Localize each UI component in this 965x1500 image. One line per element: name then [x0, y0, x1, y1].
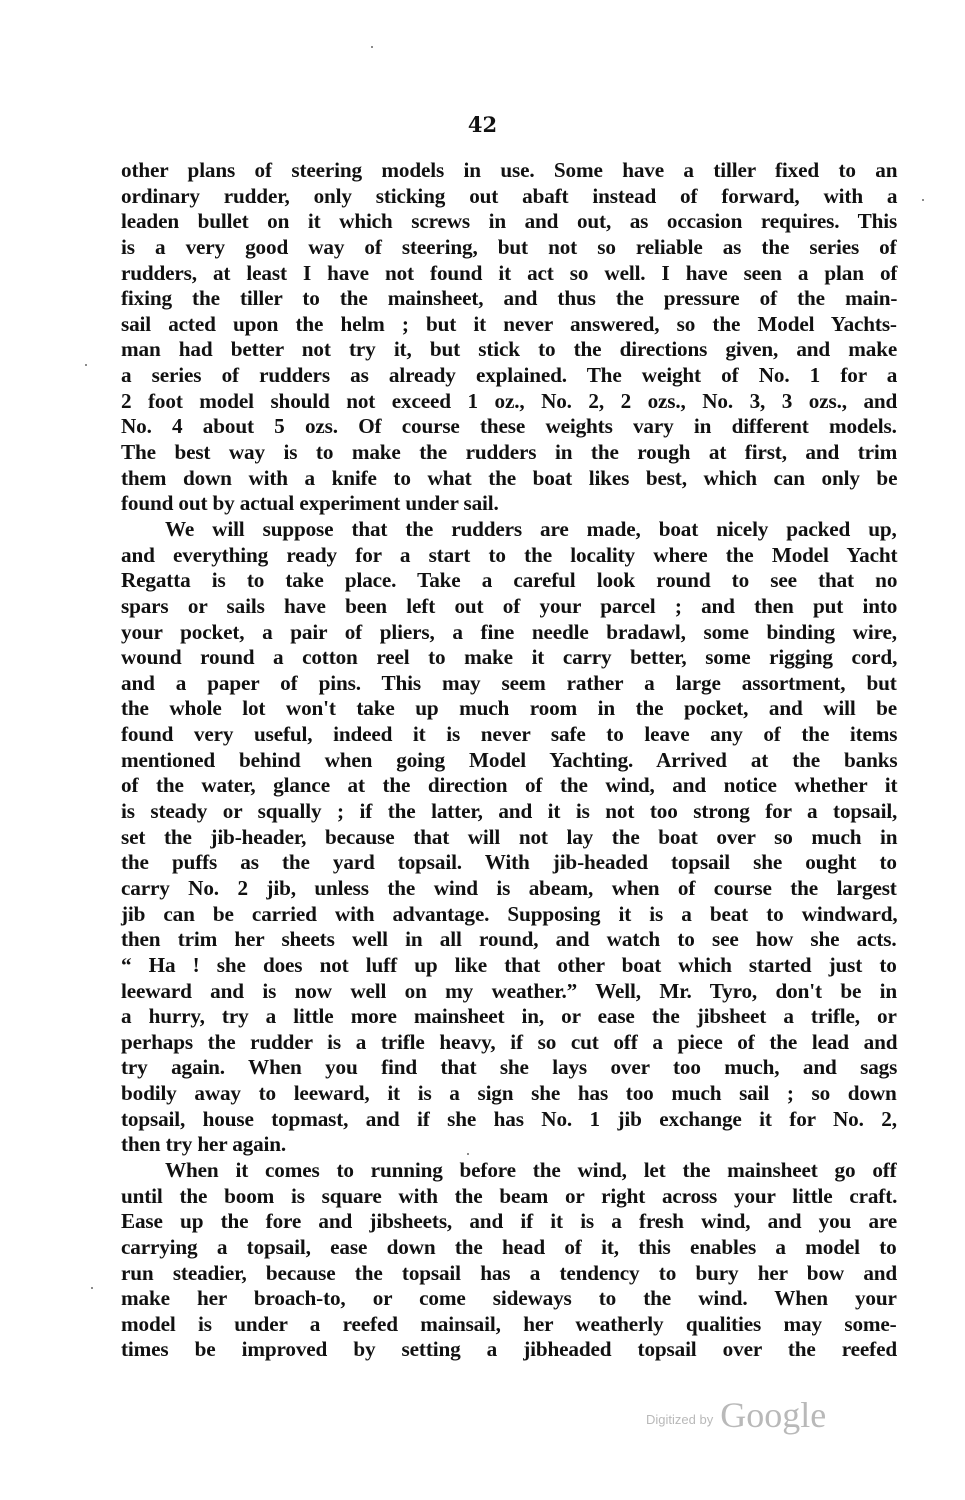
text-line: 2 foot model should not exceed 1 oz., No. 2, 2 ozs., No. 3, 3 ozs., and — [121, 388, 898, 413]
text-line: fixing the tiller to the mainsheet, and thus the pressure of the main- — [121, 286, 898, 311]
text-line: We will suppose that the rudders are made, boat nicely packed up, — [165, 516, 897, 541]
page-number: 42 — [467, 112, 498, 137]
text-line: No. 4 about 5 ozs. Of course these weights vary in different models. — [121, 414, 897, 439]
text-line: man had better not try it, but stick to the directions given, and make — [121, 337, 898, 362]
text-line: sail acted upon the helm ; but it never answered, so the Model Yachts- — [121, 311, 897, 336]
text-line: them down with a knife to what the boat likes best, which can only be — [121, 465, 898, 490]
text-line: leaden bullet on it which screws in and out, as occasion requires. This — [121, 209, 898, 234]
text-line: is a very good way of steering, but not so reliable as the series of — [121, 234, 897, 259]
watermark-prefix: Digitized by — [646, 1412, 714, 1427]
scan-speck — [922, 199, 924, 201]
text-line: and everything ready for a start to the locality where the Model Yacht — [121, 542, 898, 567]
scan-speck — [91, 1287, 93, 1289]
text-line: a series of rudders as already explained. The weight of No. 1 for a — [121, 363, 898, 388]
text-line: set the jib-header, because that will not lay the boat over so much in — [121, 824, 898, 849]
text-line: ordinary rudder, only sticking out abaft instead of forward, with a — [121, 183, 898, 208]
text-line: jib can be carried with advantage. Supposing it is a beat to windward, — [121, 901, 898, 926]
text-line: leeward and is now well on my weather.” Well, Mr. Tyro, don't be in — [121, 978, 898, 1003]
text-line: your pocket, a pair of pliers, a fine needle bradawl, some binding wire, — [121, 619, 897, 644]
text-line: carrying a topsail, ease down the head of it, this enables a model to — [121, 1234, 897, 1259]
text-line: spars or sails have been left out of your parcel ; and then put into — [121, 593, 898, 618]
text-line: the whole lot won't take up much room in the pocket, and will be — [121, 696, 898, 721]
text-line: The best way is to make the rudders in the rough at first, and trim — [121, 440, 898, 465]
text-line: When it comes to running before the wind, let the mainsheet go off — [165, 1157, 897, 1182]
text-line: run steadier, because the topsail has a tendency to bury her bow and — [121, 1260, 898, 1285]
text-line: is steady or squally ; if the latter, and it is not too strong for a topsail, — [121, 799, 898, 824]
text-line: and a paper of pins. This may seem rather a large assortment, but — [121, 670, 897, 695]
text-line: wound round a cotton reel to make it carry better, some rigging cord, — [121, 645, 898, 670]
text-line: perhaps the rudder is a trifle heavy, if so cut off a piece of the lead and — [121, 1029, 898, 1054]
watermark-brand: Google — [720, 1395, 827, 1435]
text-line: found very useful, indeed it is never safe to leave any of the items — [121, 722, 898, 747]
text-line: found out by actual experiment under sail. — [121, 491, 499, 516]
text-line: “ Ha ! she does not luff up like that other boat which started just to — [121, 952, 897, 977]
text-line: a hurry, try a little more mainsheet in, or ease the jibsheet a trifle, or — [121, 1004, 897, 1029]
text-line: then try her again. — [121, 1132, 287, 1157]
text-line: rudders, at least I have not found it act so well. I have seen a plan of — [121, 260, 898, 285]
scan-speck — [467, 1153, 469, 1155]
text-line: until the boom is square with the beam or right across your little craft. — [121, 1183, 898, 1208]
text-line: mentioned behind when going Model Yachting. Arrived at the banks — [121, 747, 898, 772]
text-line: bodily away to leeward, it is a sign she has too much sail ; so down — [121, 1081, 897, 1106]
text-line: then trim her sheets well in all round, and watch to see how she acts. — [121, 927, 897, 952]
text-line: make her broach-to, or come sideways to the wind. When your — [121, 1286, 897, 1311]
text-line: topsail, house topmast, and if she has No. 1 jib exchange it for No. 2, — [121, 1106, 897, 1131]
body-text — [121, 158, 897, 1363]
scan-speck — [371, 46, 373, 48]
text-line: Ease up the fore and jibsheets, and if it is a fresh wind, and you are — [121, 1209, 898, 1234]
text-line: the puffs as the yard topsail. With jib-headed topsail she ought to — [121, 850, 897, 875]
text-line: model is under a reefed mainsail, her weatherly qualities may some- — [121, 1311, 897, 1336]
digitized-by-google-watermark — [646, 1394, 826, 1436]
text-line: times be improved by setting a jibheaded topsail over the reefed — [121, 1337, 897, 1362]
scan-speck — [85, 364, 87, 366]
text-line: carry No. 2 jib, unless the wind is abeam, when of course the largest — [121, 875, 897, 900]
text-line: Regatta is to take place. Take a careful look round to see that no — [121, 568, 898, 593]
text-line: other plans of steering models in use. Some have a tiller fixed to an — [121, 158, 898, 182]
text-line: try again. When you find that she lays over too much, and sags — [121, 1055, 898, 1080]
text-line: of the water, glance at the direction of the wind, and notice whether it — [121, 773, 898, 798]
